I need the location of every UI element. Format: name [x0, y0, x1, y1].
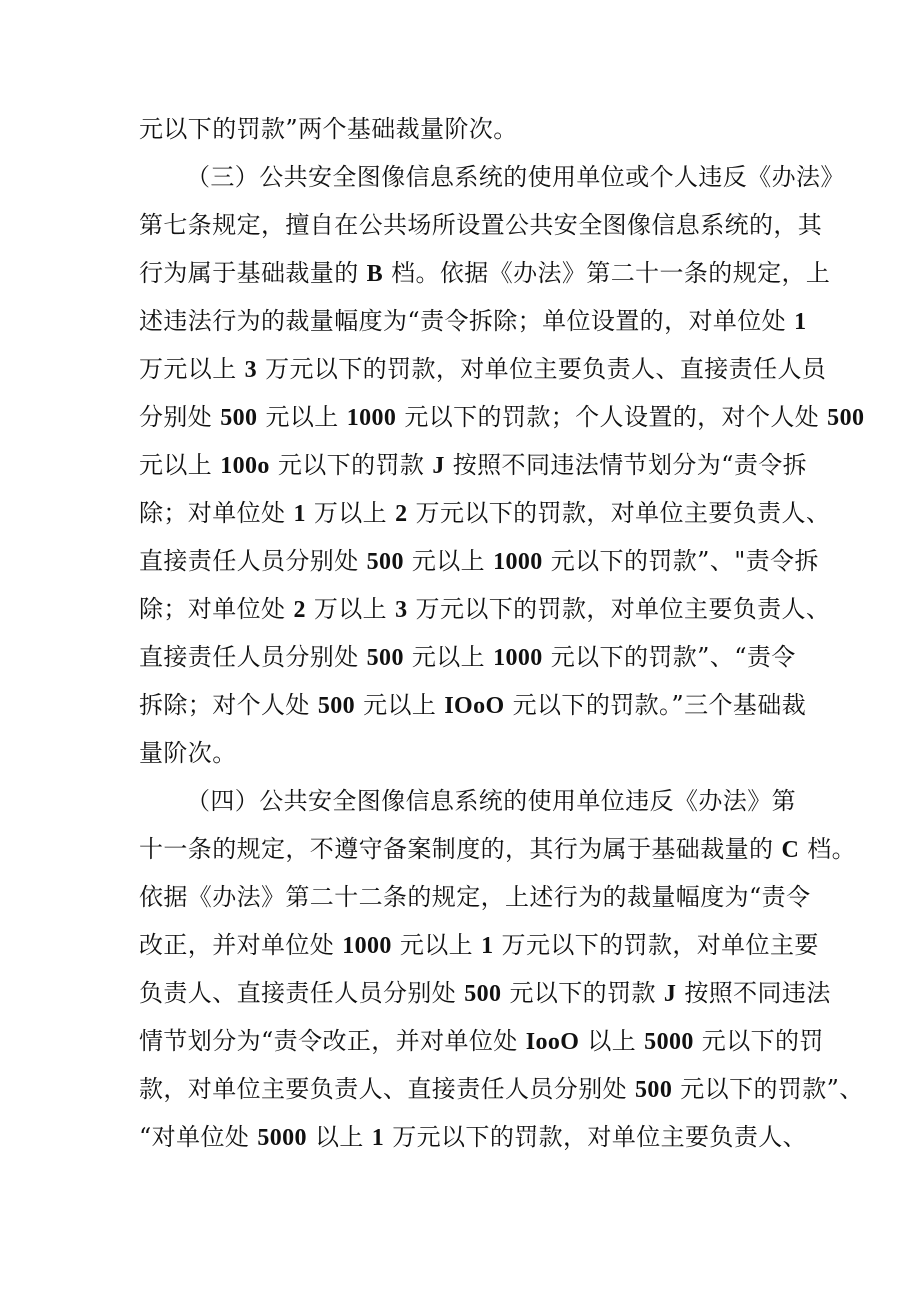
bold-alphanumeric-run: 1000 [493, 549, 543, 575]
bold-alphanumeric-run: C [781, 837, 800, 863]
bold-alphanumeric-run: 500 [366, 549, 404, 575]
body-text-line: 述违法行为的裁量幅度为“责令拆除；单位设置的，对单位处 1 [139, 307, 807, 335]
bold-alphanumeric-run: 500 [220, 405, 258, 431]
bold-alphanumeric-run: 500 [635, 1077, 673, 1103]
body-text-line: 万元以上 3 万元以下的罚款，对单位主要负责人、直接责任人员 [139, 355, 827, 383]
bold-alphanumeric-run: 1000 [493, 645, 543, 671]
bold-alphanumeric-run: 1 [371, 1125, 385, 1151]
bold-alphanumeric-run: 100o [220, 453, 270, 479]
bold-alphanumeric-run: 1 [481, 933, 494, 959]
bold-alphanumeric-run: 3 [395, 597, 408, 623]
body-text-line: 负责人、直接责任人员分别处 500 元以下的罚款 J 按照不同违法 [139, 979, 831, 1007]
body-text-line: “对单位处 5000 以上 1 万元以下的罚款，对单位主要负责人、 [139, 1123, 808, 1151]
body-text-line: 分别处 500 元以上 1000 元以下的罚款；个人设置的，对个人处 500 [139, 403, 865, 431]
bold-alphanumeric-run: IOoO [444, 693, 505, 719]
body-text-line: 改正，并对单位处 1000 元以上 1 万元以下的罚款，对单位主要 [139, 931, 819, 959]
body-text-line: 情节划分为“责令改正，并对单位处 IooO 以上 5000 元以下的罚 [139, 1027, 824, 1055]
bold-alphanumeric-run: 500 [464, 981, 502, 1007]
bold-alphanumeric-run: 1000 [346, 405, 397, 431]
bold-alphanumeric-run: J [432, 453, 445, 479]
body-text-line: 直接责任人员分别处 500 元以上 1000 元以下的罚款”、“责令 [139, 643, 796, 671]
body-text-line: 直接责任人员分别处 500 元以上 1000 元以下的罚款”、"责令拆 [139, 547, 819, 575]
body-text-line: 十一条的规定，不遵守备案制度的，其行为属于基础裁量的 C 档。 [139, 835, 857, 863]
body-text-line: 量阶次。 [139, 739, 237, 767]
body-text-line: 第七条规定，擅自在公共场所设置公共安全图像信息系统的，其 [139, 211, 823, 239]
bold-alphanumeric-run: 2 [293, 597, 306, 623]
bold-alphanumeric-run: 5000 [644, 1029, 694, 1055]
bold-alphanumeric-run: 1000 [342, 933, 392, 959]
bold-alphanumeric-run: 500 [827, 405, 865, 431]
bold-alphanumeric-run: 3 [244, 357, 258, 383]
body-text-line: 除；对单位处 1 万以上 2 万元以下的罚款，对单位主要负责人、 [139, 499, 831, 527]
bold-alphanumeric-run: J [663, 981, 677, 1007]
body-text-line: 元以上 100o 元以下的罚款 J 按照不同违法情节划分为“责令拆 [139, 451, 808, 479]
body-text-line: 依据《办法》第二十二条的规定，上述行为的裁量幅度为“责令 [139, 883, 811, 911]
body-text-line: 行为属于基础裁量的 B 档。依据《办法》第二十一条的规定，上 [139, 259, 831, 287]
bold-alphanumeric-run: 500 [366, 645, 404, 671]
section-3-heading-line: （三）公共安全图像信息系统的使用单位或个人违反《办法》 [186, 163, 845, 191]
body-text-line: 款，对单位主要负责人、直接责任人员分别处 500 元以下的罚款”、 [139, 1075, 864, 1103]
section-4-heading-line: （四）公共安全图像信息系统的使用单位违反《办法》第 [186, 787, 796, 815]
body-text-line: 元以下的罚款”两个基础裁量阶次。 [139, 115, 518, 143]
bold-alphanumeric-run: IooO [525, 1029, 580, 1055]
bold-alphanumeric-run: 2 [395, 501, 408, 527]
bold-alphanumeric-run: 500 [317, 693, 356, 719]
bold-alphanumeric-run: 5000 [257, 1125, 307, 1151]
body-text-line: 除；对单位处 2 万以上 3 万元以下的罚款，对单位主要负责人、 [139, 595, 831, 623]
bold-alphanumeric-run: B [366, 261, 384, 287]
bold-alphanumeric-run: 1 [293, 501, 306, 527]
bold-alphanumeric-run: 1 [794, 309, 807, 335]
body-text-line: 拆除；对个人处 500 元以上 IOoO 元以下的罚款。”三个基础裁 [139, 691, 807, 719]
